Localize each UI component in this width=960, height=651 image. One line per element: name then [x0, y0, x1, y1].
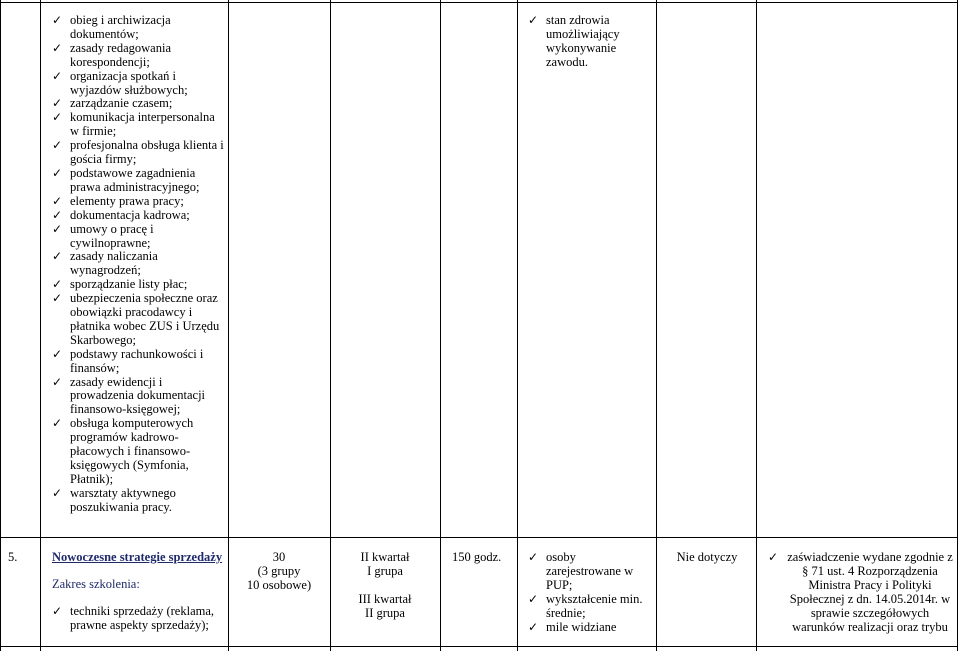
curriculum-item: [52, 250, 226, 278]
curriculum-item: [52, 209, 226, 223]
checkmark-icon: ✓: [52, 13, 63, 27]
curriculum-item-text: zasady redagowania korespondencji;: [70, 40, 171, 69]
checkmark-icon: ✓: [528, 13, 539, 27]
checkmark-icon: ✓: [768, 550, 779, 564]
checkmark-icon: ✓: [528, 550, 539, 564]
participants-count: 30: [272, 550, 286, 564]
curriculum-item: [52, 417, 226, 487]
course-title: Nowoczesne strategie sprzedaży: [52, 550, 223, 564]
checkmark-icon: ✓: [52, 374, 63, 389]
curriculum-item: [52, 111, 226, 139]
checkmark-icon: ✓: [52, 68, 63, 83]
term-cell: [332, 551, 438, 621]
grid-line: [517, 0, 518, 651]
curriculum-item-text: warsztaty aktywnego poszukiwania pracy.: [70, 485, 176, 514]
curriculum-item: [52, 278, 226, 292]
checkmark-icon: ✓: [52, 603, 63, 618]
curriculum-item: [52, 376, 226, 418]
requirements-cell: [528, 551, 652, 634]
requirement-item-text: osoby zarejestrowane w PUP;: [546, 550, 634, 592]
curriculum-item: [52, 139, 226, 167]
grid-line: [756, 0, 757, 651]
checkmark-icon: ✓: [52, 416, 63, 431]
hours-cell: 150 godz.: [452, 550, 502, 564]
term-a-group: I grupa: [367, 563, 403, 578]
curriculum-item-text: zasady ewidencji i prowadzenia dokumentacji finansowo-księgowej;: [70, 374, 206, 417]
grid-line: [0, 537, 958, 538]
checkmark-icon: ✓: [52, 40, 63, 55]
curriculum-item: [52, 223, 226, 251]
curriculum-item: [52, 195, 226, 209]
grid-line: [40, 0, 41, 651]
curriculum-item-text: obieg i archiwizacja dokumentów;: [70, 13, 171, 41]
requirement-item: [528, 621, 652, 635]
curriculum-item: [52, 97, 226, 111]
requirement-item-text: wykształcenie min. średnie;: [546, 591, 643, 620]
grid-line: [440, 0, 441, 651]
certificate-cell: [768, 551, 954, 634]
curriculum-item-text: organizacja spotkań i wyjazdów służbowych;: [70, 68, 188, 97]
checkmark-icon: ✓: [52, 485, 63, 500]
checkmark-icon: ✓: [52, 165, 63, 180]
requirements-cell-upper: [528, 14, 652, 70]
term-b-label: III kwartał: [358, 591, 412, 606]
curriculum-item: [52, 42, 226, 70]
curriculum-item-text: podstawowe zagadnienia prawa administracyjnego;: [70, 165, 200, 194]
curriculum-item-text: elementy prawa pracy;: [70, 193, 184, 208]
curriculum-item: [52, 167, 226, 195]
checkmark-icon: ✓: [52, 346, 63, 361]
requirement-item: [528, 14, 652, 70]
grid-line: [957, 0, 958, 651]
checkmark-icon: ✓: [52, 207, 63, 222]
certificate-item-text: zaświadczenie wydane zgodnie z § 71 ust. 4 Rozporządzenia Ministra Pracy i Polityki Społecznej z dn. 14.05.2014r. w sprawie szczegółowych warunków realizacji oraz trybu: [787, 550, 953, 634]
curriculum-item: [52, 292, 226, 348]
checkmark-icon: ✓: [52, 277, 63, 292]
grid-line: [0, 2, 958, 3]
checkmark-icon: ✓: [52, 221, 63, 236]
curriculum-item: [52, 70, 226, 98]
certificate-list: [768, 551, 954, 634]
grid-line: [228, 0, 229, 651]
scope-list: [52, 605, 226, 633]
checkmark-icon: ✓: [52, 193, 63, 208]
curriculum-item-text: podstawy rachunkowości i finansów;: [70, 346, 204, 375]
checkmark-icon: ✓: [52, 96, 63, 111]
curriculum-item-text: dokumentacja kadrowa;: [70, 207, 190, 222]
checkmark-icon: ✓: [52, 138, 63, 153]
term-a-label: II kwartał: [360, 550, 410, 564]
grid-line: [0, 646, 958, 647]
curriculum-item: [52, 487, 226, 515]
requirement-item-text: mile widziane: [546, 619, 617, 634]
certificate-item: [768, 551, 954, 634]
checkmark-icon: ✓: [52, 249, 63, 264]
term-b-group: II grupa: [365, 605, 405, 620]
curriculum-cell: [52, 14, 226, 515]
curriculum-item: [52, 348, 226, 376]
grid-line: [0, 0, 1, 651]
curriculum-item-text: umowy o pracę i cywilnoprawne;: [70, 221, 154, 250]
curriculum-item-text: zarządzanie czasem;: [70, 96, 173, 111]
curriculum-item-text: profesjonalna obsługa klienta i gościa firmy;: [70, 138, 224, 167]
checkmark-icon: ✓: [528, 619, 539, 634]
row-number: 5.: [8, 550, 18, 564]
curriculum-item-text: zasady naliczania wynagrodzeń;: [70, 249, 158, 278]
requirements-list-upper: [528, 14, 652, 70]
curriculum-item-text: sporządzanie listy płac;: [70, 277, 188, 292]
checkmark-icon: ✓: [52, 291, 63, 306]
scope-label: Zakres szkolenia:: [52, 576, 140, 591]
requirement-item-text: stan zdrowia umożliwiający wykonywanie zawodu.: [546, 13, 620, 69]
requirement-item: [528, 551, 652, 593]
requirement-item: [528, 593, 652, 621]
curriculum-item-text: obsługa komputerowych programów kadrowo-płacowych i finansowo-księgowych (Symfonia, Płatnik);: [70, 416, 194, 486]
requirements-list: [528, 551, 652, 634]
checkmark-icon: ✓: [52, 110, 63, 125]
scope-item-text: techniki sprzedaży (reklama, prawne aspekty sprzedaży);: [70, 603, 215, 632]
other-cell: Nie dotyczy: [676, 550, 738, 564]
scope-item: [52, 605, 226, 633]
grid-line: [330, 0, 331, 651]
curriculum-list: [52, 14, 226, 515]
grid-line: [656, 0, 657, 651]
participants-cell: [230, 551, 328, 593]
curriculum-item: [52, 14, 226, 42]
curriculum-item-text: ubezpieczenia społeczne oraz obowiązki pracodawcy i płatnika wobec ZUS i Urzędu Skarbowego;: [70, 291, 220, 347]
curriculum-item-text: komunikacja interpersonalna w firmie;: [70, 110, 215, 139]
course-cell: [52, 551, 226, 633]
participants-groups: (3 grupy: [257, 563, 301, 578]
checkmark-icon: ✓: [528, 591, 539, 606]
participants-size: 10 osobowe): [246, 577, 312, 592]
